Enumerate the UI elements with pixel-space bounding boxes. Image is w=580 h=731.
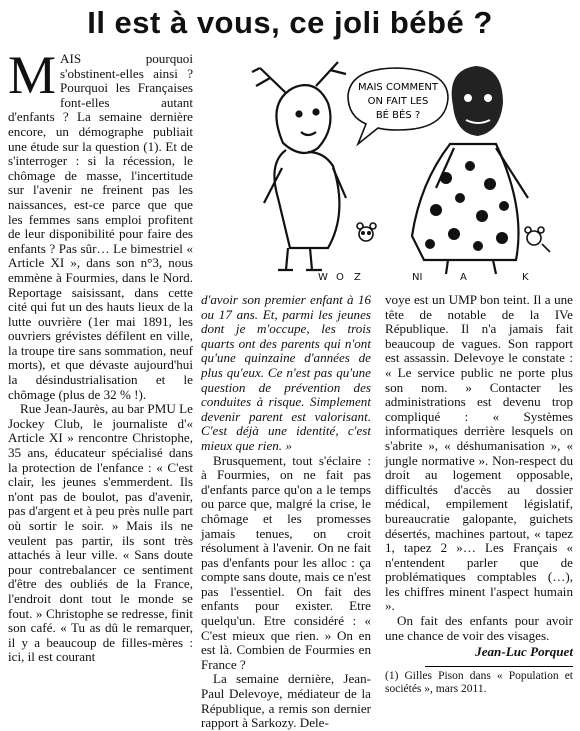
speech-line-1: MAIS COMMENT [358, 82, 438, 93]
col1-paragraph-2: Rue Jean-Jaurès, au bar PMU Le Jockey Club, le journaliste d'« Article XI » rencontre Christophe, 35 ans, éducateur spécialisé dans la protection de l'enfance : « C'est clair, les jeunes s'emmerdent. Ils n'ont pas de boulot, pas d'avenir, pas d'argent et à peu près nulle part où sortir le soir. » Mais ils ne veulent pas partir, ils sont très attachés à leur ville. « Sans doute pour contrebalancer ce sentiment d'être des oubliés de la France, l'endroit dont tout le monde se fout. » Christophe se redresse, finit son café. « Tu as dû le remarquer, il y a beaucoup de filles-mères : ici, il est courant [8, 401, 193, 665]
col1-paragraph-1 [8, 45, 193, 402]
drawing-letter-2: O [336, 272, 344, 283]
col3-paragraph-1: voye est un UMP bon teint. Il a une tête de notable de la IVe République. Il n'a jamais fait beaucoup de vagues. Son rapport est assassin. Delevoye le constate : « Le service public ne porte plus son nom. » Contacter les administrations est devenu trop compliqué : « Systèmes informatiques derrière lesquels on s'abrite », « déshumanisation », « jungle normative ». Non-respect du droit au logement opposable, difficultés d'accès au dossier médical, empilement législatif, bureaucratie galopante, guichets désertés, machines partout, « tapez 1, tapez 2 »… Les Français « n'entendent parler que de problématiques comptables (…), les chiffres minent l'aspect humain ». [385, 292, 573, 614]
column-3 [385, 293, 573, 696]
toy-right [525, 227, 550, 252]
column-2 [201, 293, 371, 731]
col2-paragraph-3: La semaine dernière, Jean-Paul Delevoye, médiateur de la République, a remis son dernier rapport à Sarkozy. Dele- [201, 671, 371, 731]
drawing-letter-6: K [522, 272, 529, 283]
col2-quote: d'avoir son premier enfant à 16 ou 17 ans. Et, parmi les jeunes dont je m'occupe, les trois quarts ont des parents qui n'ont qu'une quinzaine d'années de plus qu'eux. Ce n'est pas qu'une question de prévention des conduites à risque. Simplement devenir parent est valorisant. C'est déjà une identité, c'est mieux que rien. » [201, 292, 371, 453]
girl-figure [252, 62, 346, 270]
toy-left [357, 223, 376, 241]
author-signature: Jean-Luc Porquet [475, 644, 573, 660]
drawing-letter-4: NI [412, 272, 423, 283]
col2-paragraph-2: Brusquement, tout s'éclaire : à Fourmies, on ne fait pas d'enfants parce qu'on a le temps ou parce que, malgré la crise, le chômage et les promesses jamais tenues, on croit résolument à l'avenir. On ne fait pas d'enfants pour les alloc : ça compte sans doute, mais ce n'est pas l'essentiel. On fait des enfants pour exister. Etre quelqu'un. Etre considéré : « C'est mieux que rien. » On en est là. Combien de Fourmies en France ? [201, 452, 371, 672]
speech-bubble [348, 68, 448, 144]
drawing-letter-3: Z [354, 272, 361, 283]
drawing-letter-1: W [318, 272, 328, 283]
footnote-divider [425, 666, 573, 667]
col2-paragraph-1 [201, 293, 371, 454]
column-1 [8, 45, 193, 665]
speech-line-2: ON FAIT LES [367, 96, 429, 107]
col1-paragraph-1-text: AIS pourquoi s'obstinent-elles ainsi ? Pourquoi les Françaises font-elles autant d'enfants ? La semaine dernière encore, un démographe publiait une étude sur la question (1). Et de s'interroger : si la récession, le chômage de masse, l'incertitude sur l'avenir ne freinent pas les naissances, est-ce parce que que les femmes sans emploi profitent de leur disponibilité pour faire des enfants ? Pas sûr… Le bimestriel « Article XI », dans son n°3, nous emmène à Fourmies, dans le Nord. Reportage saisissant, dans cette cité qui fut un des hauts lieux de la lutte ouvrière (1er mai 1891, les ouvriers grévistes défilent en ville, la troupe tire sans sommation, neuf morts), et que dévaste aujourd'hui la désindustrialisation et le chômage (plus de 32 % !). [8, 51, 193, 402]
drawing-letter-5: A [460, 272, 467, 283]
speech-line-3: BÉ BÉS ? [375, 110, 421, 121]
drop-cap: M [8, 45, 57, 105]
cartoon-illustration [198, 48, 574, 286]
footnote: (1) Gilles Pison dans « Population et sociétés », mars 2011. [385, 669, 573, 695]
article-title: Il est à vous, ce joli bébé ? [87, 5, 493, 40]
col3-paragraph-2: On fait des enfants pour avoir une chance de voir des visages. [385, 613, 573, 643]
